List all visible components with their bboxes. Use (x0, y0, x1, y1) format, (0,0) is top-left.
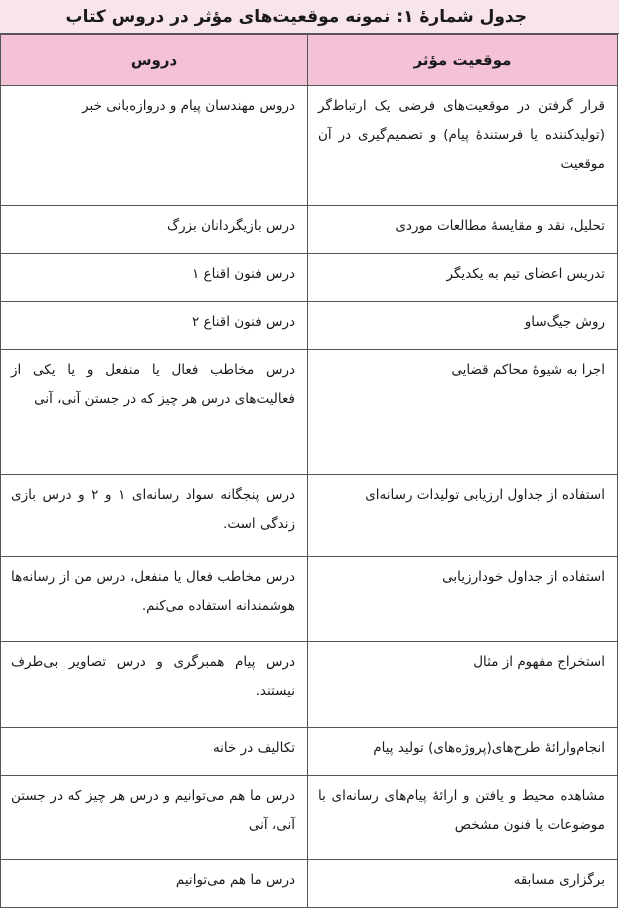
table-header-row (1, 35, 618, 86)
cell-lessons: درس ما هم می‌توانیم (1, 860, 308, 908)
table-row (1, 475, 618, 557)
cell-position: تدریس اعضای تیم به یکدیگر (308, 254, 618, 302)
header-lessons: دروس (1, 35, 308, 86)
table-row (1, 302, 618, 350)
table-row (1, 350, 618, 475)
positions-table (0, 34, 618, 908)
table-caption: جدول شمارهٔ ۱: نمونه موقعیت‌های مؤثر در دروس کتاب (0, 0, 619, 34)
cell-position: روش جیگ‌ساو (308, 302, 618, 350)
table-row (1, 254, 618, 302)
cell-lessons: درس پنجگانه سواد رسانه‌ای ۱ و ۲ و درس بازی زندگی است. (1, 475, 308, 557)
cell-position: استفاده از جداول خودارزیابی (308, 557, 618, 642)
cell-position: تحلیل، نقد و مقایسهٔ مطالعات موردی (308, 206, 618, 254)
cell-position: استخراج مفهوم از مثال (308, 642, 618, 728)
cell-lessons: درس پیام همبرگری و درس تصاویر بی‌طرف نیستند. (1, 642, 308, 728)
cell-position: قرار گرفتن در موقعیت‌های فرضی یک ارتباط‌گر (تولیدکننده یا فرستندهٔ پیام) و تصمیم‌گیری در آن موقعیت (308, 86, 618, 206)
table-row (1, 642, 618, 728)
cell-lessons: درس بازیگردانان بزرگ (1, 206, 308, 254)
cell-lessons: درس ما هم می‌توانیم و درس هر چیز که در جستن آنی، آنی (1, 776, 308, 860)
table-row (1, 206, 618, 254)
table-row (1, 776, 618, 860)
cell-position: استفاده از جداول ارزیابی تولیدات رسانه‌ای (308, 475, 618, 557)
cell-lessons: درس مخاطب فعال یا منفعل، درس من از رسانه‌ها هوشمندانه استفاده می‌کنم. (1, 557, 308, 642)
cell-lessons: درس فنون اقناع ۱ (1, 254, 308, 302)
table-row (1, 86, 618, 206)
table-row (1, 557, 618, 642)
cell-position: برگزاری مسابقه (308, 860, 618, 908)
table-row (1, 728, 618, 776)
cell-lessons: دروس مهندسان پیام و دروازه‌بانی خبر (1, 86, 308, 206)
cell-position: مشاهده محیط و یافتن و ارائهٔ پیام‌های رسانه‌ای با موضوعات یا فنون مشخص (308, 776, 618, 860)
cell-position: انجام‌وارائهٔ طرح‌های(پروژه‌های) تولید پیام (308, 728, 618, 776)
cell-lessons: درس فنون اقناع ۲ (1, 302, 308, 350)
cell-lessons: درس مخاطب فعال یا منفعل و یا یکی از فعالیت‌های درس هر چیز که در جستن آنی، آنی (1, 350, 308, 475)
cell-lessons: تکالیف در خانه (1, 728, 308, 776)
cell-position: اجرا به شیوهٔ محاکم قضایی (308, 350, 618, 475)
header-position: موقعیت مؤثر (308, 35, 618, 86)
table-row (1, 860, 618, 908)
